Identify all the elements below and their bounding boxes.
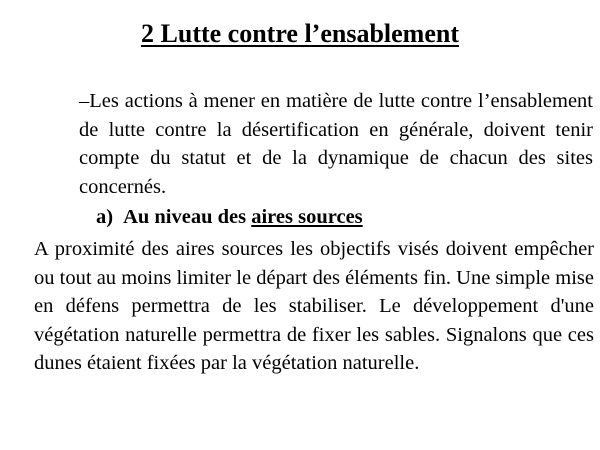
section-subheading — [96, 203, 363, 231]
slide-title: 2 Lutte contre l’ensablement — [141, 19, 459, 48]
subheading-prefix: Au niveau des — [123, 206, 252, 228]
body-paragraph: A proximité des aires sources les objectifs visés doivent empêcher ou tout au moins limiter le départ des éléments fin. Une simple mise en défens permettra de les stabiliser. Le développement d'une végétation naturelle permettra de fixer les sables. Signalons que ces dunes étaient fixées par la végétation naturelle. — [34, 238, 594, 374]
subheading-underlined-term: aires sources — [251, 206, 363, 228]
intro-paragraph: –Les actions à mener en matière de lutte contre l’ensablement de lutte contre la désertification en générale, doivent tenir compte du statut et de la dynamique de chacun des sites concernés. — [79, 90, 593, 198]
list-marker: a) — [96, 206, 114, 228]
